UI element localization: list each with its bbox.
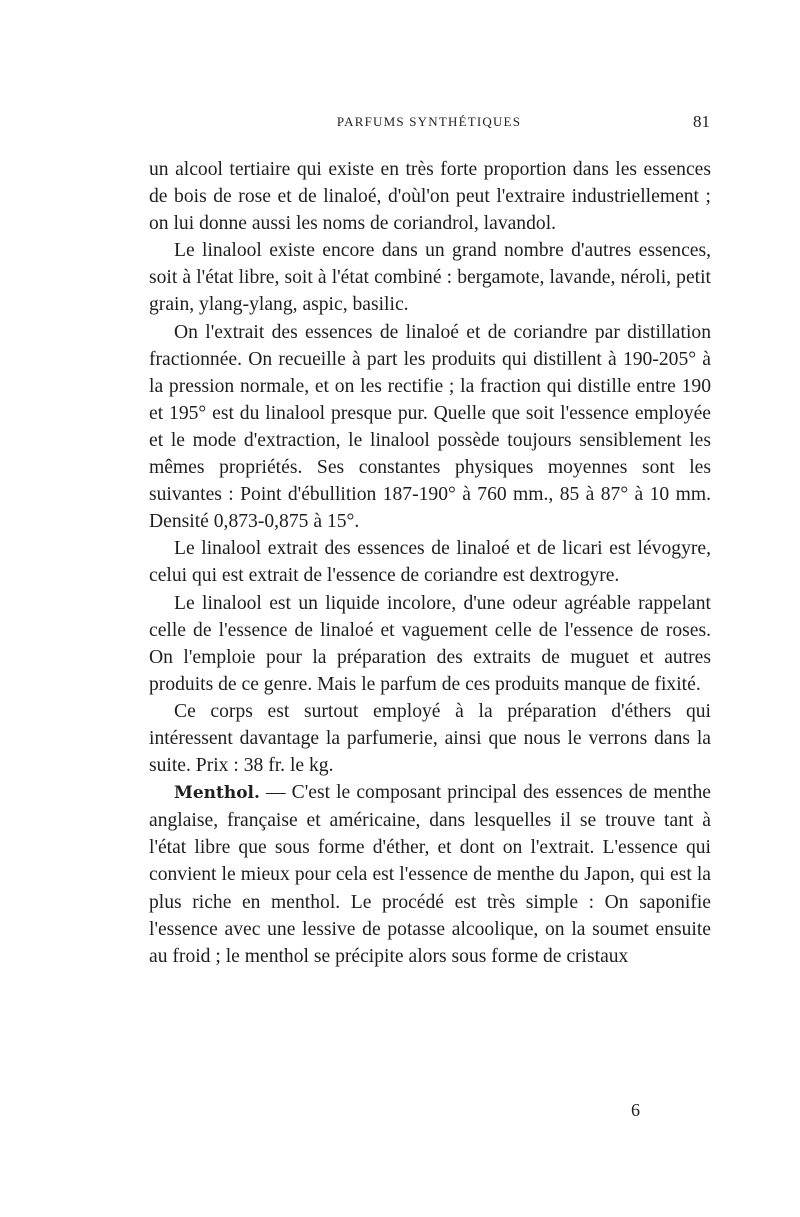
paragraph [149, 590, 711, 698]
signature-mark: 6 [631, 1100, 640, 1120]
running-head [148, 112, 710, 134]
paragraph [149, 319, 711, 536]
paragraph [149, 535, 711, 589]
paragraph-text: — C'est le composant principal des essences de menthe anglaise, française et américaine, dans lesquelles il se trouve tant à l'état libre que sous forme d'éther, et dont on l'extrait. L'essence qui convient le mieux pour cela est l'essence de menthe du Japon, qui est la plus riche en menthol. Le procédé est très simple : On saponifie l'essence avec une lessive de potasse alcoolique, on la soumet ensuite au froid ; le menthol se précipite alors sous forme de cristaux [149, 782, 711, 967]
paragraph-text: un alcool tertiaire qui existe en très forte proportion dans les essences de bois de rose et de linaloé, d'oùl'on peut l'extraire industriellement ; on lui donne aussi les noms de coriandrol, lavandol. [149, 159, 711, 235]
section-heading-menthol: Menthol. [174, 783, 260, 804]
page-number: 81 [693, 112, 710, 131]
paragraph-text: Le linalool extrait des essences de linaloé et de licari est lévogyre, celui qui est extrait de l'essence de coriandre est dextrogyre. [149, 538, 711, 587]
running-title: PARFUMS SYNTHÉTIQUES [336, 114, 522, 129]
paragraph [149, 779, 711, 970]
paragraph [149, 156, 711, 237]
paragraph-text: Le linalool existe encore dans un grand nombre d'autres essences, soit à l'état libre, soit à l'état combiné : bergamote, lavande, néroli, petit grain, ylang-ylang, aspic, basilic. [149, 240, 711, 316]
paragraph [149, 237, 711, 318]
paragraph-text: Le linalool est un liquide incolore, d'une odeur agréable rappelant celle de l'essence de linaloé et vaguement celle de l'essence de roses. On l'emploie pour la préparation des extraits de muguet et autres produits de ce genre. Mais le parfum de ces produits manque de fixité. [149, 592, 711, 695]
body-text [149, 156, 711, 970]
paragraph-text: On l'extrait des essences de linaloé et de coriandre par distillation fractionnée. On recueille à part les produits qui distillent à 190-205° à la pression normale, et on les rectifie ; la fraction qui distille entre 190 et 195° est du linalool presque pur. Quelle que soit l'essence employée et le mode d'extraction, le linalool possède toujours sensiblement les mêmes propriétés. Ses constantes physiques moyennes sont les suivantes : Point d'ébullition 187-190° à 760 mm., 85 à 87° à 10 mm. Densité 0,873-0,875 à 15°. [149, 321, 711, 533]
paragraph [149, 698, 711, 779]
paragraph-text: Ce corps est surtout employé à la préparation d'éthers qui intéressent davantage la parfumerie, ainsi que nous le verrons dans la suite. Prix : 38 fr. le kg. [149, 700, 711, 777]
